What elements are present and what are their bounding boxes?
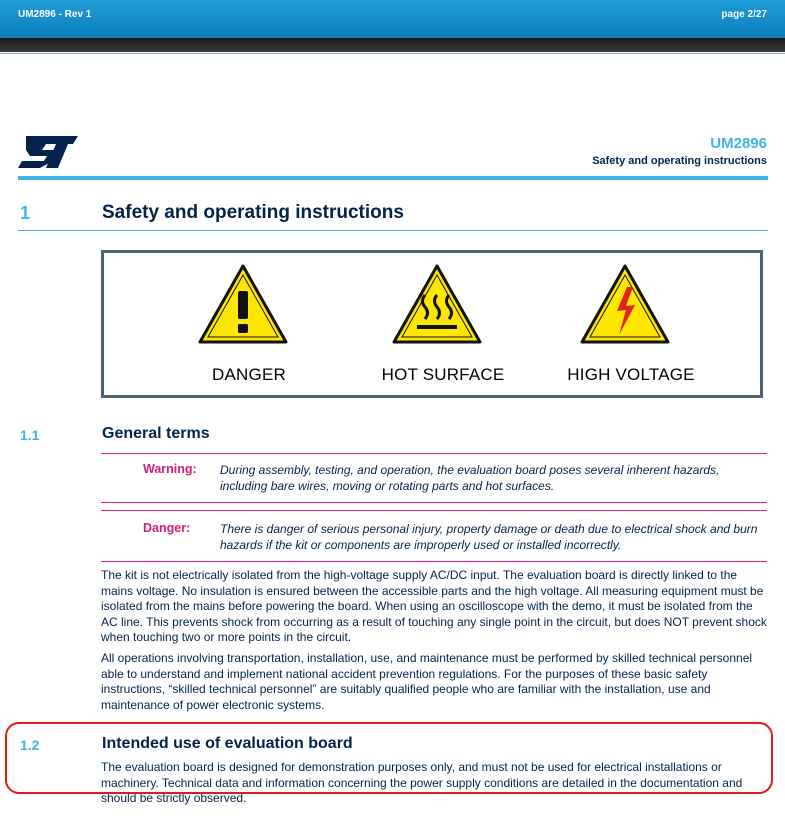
hot-surface-icon	[391, 263, 483, 345]
warning-label: Warning:	[143, 462, 197, 476]
section-1-2-title: Intended use of evaluation board	[102, 735, 353, 752]
section-1-number: 1	[20, 203, 31, 223]
paragraph-isolation: The kit is not electrically isolated from the high-voltage supply AC/DC input. The evaluation board is directly linked to the mains voltage. No insulation is ensured between the accessible parts and the high voltage. All measuring equipment must be isolated from the mains before powering the board. When using an oscilloscope with the demo, it must be isolated from the AC line. This prevents shock from occurring as a result of touching any single point in the circuit, but does NOT prevent shock when touching two or more points in the circuit.	[101, 568, 767, 644]
danger-label: Danger:	[143, 521, 191, 535]
section-1-2-number: 1.2	[20, 737, 40, 753]
hazard-label-danger: DANGER	[212, 365, 286, 384]
danger-text: There is danger of serious personal injury, property damage or death due to electrical shock and burn hazards if the kit or components are improperly used or installed incorrectly.	[220, 522, 758, 552]
page-indicator: page 2/27	[721, 9, 767, 20]
note-rule	[101, 510, 767, 511]
high-voltage-icon	[579, 263, 671, 345]
header-rule	[18, 176, 768, 180]
divider	[0, 53, 785, 54]
section-1-1-title: General terms	[102, 425, 210, 442]
paragraph-personnel: All operations involving transportation, installation, use, and maintenance must be performed by skilled technical personnel able to understand and implement national accident prevention regulations. For the purposes of these basic safety instructions, “skilled technical personnel” are suitably qualified people who are familiar with the installation, use and maintenance of power electronic systems.	[101, 651, 753, 712]
highlight-annotation	[5, 722, 773, 794]
note-rule	[101, 502, 767, 503]
section-1-title: Safety and operating instructions	[102, 202, 404, 223]
section-rule	[18, 230, 768, 231]
doc-label: UM2896 - Rev 1	[18, 9, 92, 20]
doc-id: UM2896	[710, 135, 767, 152]
section-1-1-number: 1.1	[20, 427, 40, 443]
hazard-label-high-voltage: HIGH VOLTAGE	[567, 365, 695, 384]
note-rule	[101, 453, 767, 454]
warning-text: During assembly, testing, and operation, the evaluation board poses several inherent hazards, including bare wires, moving or rotating parts and hot surfaces.	[220, 463, 720, 493]
doc-subtitle: Safety and operating instructions	[592, 155, 767, 167]
viewer-top-bar	[0, 0, 785, 38]
hazard-label-hot-surface: HOT SURFACE	[381, 365, 505, 384]
exclamation-warning-icon	[197, 263, 289, 345]
paragraph-intended-use: The evaluation board is designed for demonstration purposes only, and must not be used for electrical installations or machinery. Technical data and information concerning the power supply conditions are detailed in the documentation and should be strictly observed.	[101, 760, 743, 805]
viewer-toolbar-strip	[0, 38, 785, 52]
note-rule	[101, 561, 767, 562]
hazard-signs-panel	[101, 250, 763, 398]
st-logo-icon	[18, 136, 78, 168]
